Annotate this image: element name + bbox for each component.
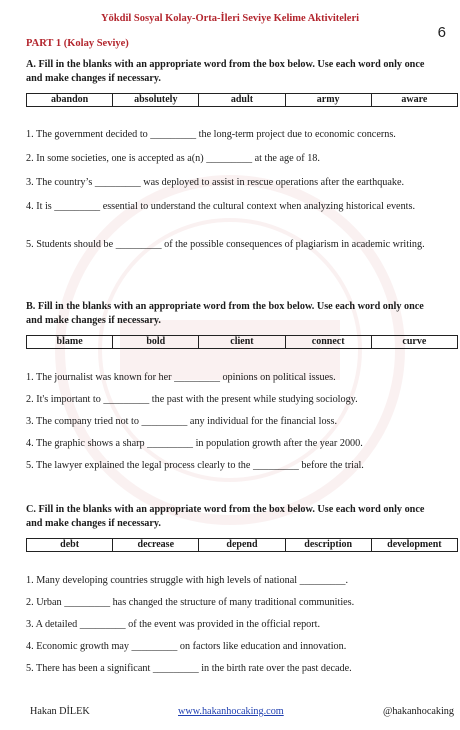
section-c-instruction: C. Fill in the blanks with an appropriate word from the box below. Use each word only once and make changes if necessary.	[26, 504, 425, 529]
word-box-cell: debt	[27, 539, 113, 552]
question-item: 2. In some societies, one is accepted as a(n) _________ at the age of 18.	[26, 153, 320, 164]
word-box-cell: aware	[371, 94, 457, 107]
question-item: 3. A detailed _________ of the event was provided in the official report.	[26, 619, 321, 630]
question-item: 3. The country’s _________ was deployed to assist in rescue operations after the earthquake.	[26, 177, 405, 188]
word-box-cell: adult	[199, 94, 285, 107]
section-a-word-box	[26, 93, 458, 107]
question-item: 5. Students should be _________ of the possible consequences of plagiarism in academic writing.	[26, 239, 425, 250]
question-item: 5. The lawyer explained the legal process clearly to the _________ before the trial.	[26, 460, 364, 471]
word-box-cell: abandon	[27, 94, 113, 107]
word-box-cell: depend	[199, 539, 285, 552]
question-item: 1. The journalist was known for her _________ opinions on political issues.	[26, 372, 336, 383]
word-box-cell: bold	[113, 336, 199, 349]
word-box-cell: connect	[285, 336, 371, 349]
question-item: 4. It is _________ essential to understand the cultural context when analyzing historical events.	[26, 201, 416, 212]
question-item: 1. Many developing countries struggle with high levels of national _________.	[26, 575, 348, 586]
word-box-cell: absolutely	[113, 94, 199, 107]
question-item: 5. There has been a significant _________ in the birth rate over the past decade.	[26, 663, 352, 674]
word-box-cell: army	[285, 94, 371, 107]
word-box-cell: development	[371, 539, 457, 552]
section-a	[26, 58, 442, 250]
section-c-word-box	[26, 538, 458, 552]
section-a-instruction: A. Fill in the blanks with an appropriate word from the box below. Use each word only once and make changes if necessary.	[26, 59, 425, 84]
page-number: 6	[437, 24, 446, 41]
website-link[interactable]: www.hakanhocaking.com	[178, 706, 284, 717]
word-box-cell: decrease	[113, 539, 199, 552]
social-handle: @hakanhocaking	[382, 706, 454, 717]
section-c	[26, 503, 442, 674]
section-b-instruction: B. Fill in the blanks with an appropriate word from the box below. Use each word only once and make changes if necessary.	[26, 301, 424, 326]
document-title: Yökdil Sosyal Kolay-Orta-İleri Seviye Kelime Aktiviteleri	[100, 13, 360, 24]
word-box-cell: client	[199, 336, 285, 349]
question-item: 4. The graphic shows a sharp _________ in population growth after the year 2000.	[26, 438, 363, 449]
watermark-logo	[50, 170, 410, 530]
part-heading: PART 1 (Kolay Seviye)	[26, 38, 129, 49]
question-item: 2. Urban _________ has changed the structure of many traditional communities.	[26, 597, 355, 608]
question-item: 1. The government decided to _________ the long-term project due to economic concerns.	[26, 129, 396, 140]
question-item: 3. The company tried not to _________ any individual for the financial loss.	[26, 416, 338, 427]
word-box-cell: blame	[27, 336, 113, 349]
word-box-cell: description	[285, 539, 371, 552]
author-name: Hakan DİLEK	[30, 706, 90, 717]
word-box-cell: curve	[371, 336, 457, 349]
section-b	[26, 300, 442, 471]
question-item: 4. Economic growth may _________ on factors like education and innovation.	[26, 641, 347, 652]
section-b-word-box	[26, 335, 458, 349]
question-item: 2. It's important to _________ the past with the present while studying sociology.	[26, 394, 358, 405]
